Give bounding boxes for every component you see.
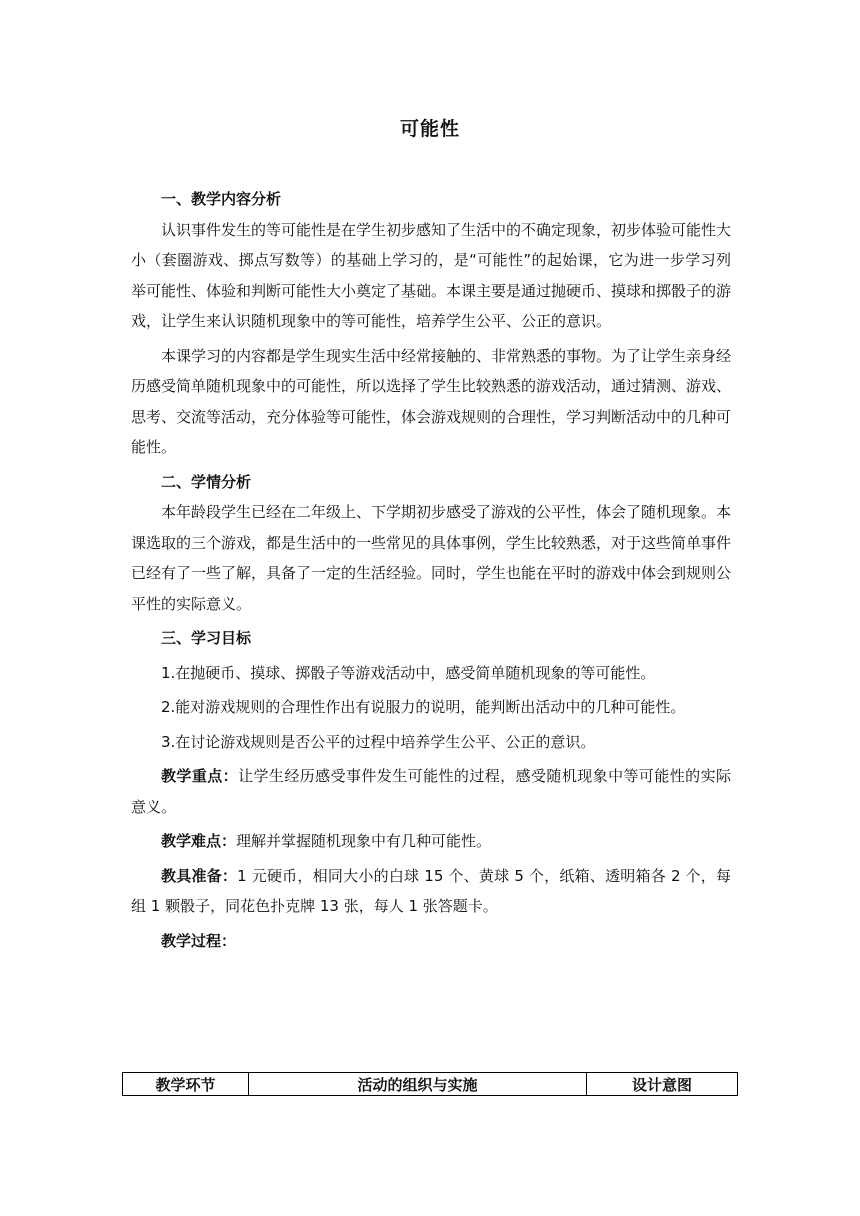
table-header-cell: 设计意图 — [587, 1073, 738, 1096]
learning-goal-item: 1.在抛硬币、摸球、掷骰子等游戏活动中，感受简单随机现象的等可能性。 — [161, 663, 656, 682]
section-heading-learning-goals: 三、学习目标 — [161, 629, 252, 647]
page-title: 可能性 — [399, 118, 460, 140]
paragraph: 本课学习的内容都是学生现实生活中经常接触的、非常熟悉的事物。为了让学生亲身经历感受简单随机现象中的可能性，所以选择了学生比较熟悉的游戏活动，通过猜测、游戏、思考、交流等活动，充分体验等可能性，体会游戏规则的合理性，学习判断活动中的几种可能性。 — [131, 346, 732, 456]
table-header-cell: 教学环节 — [123, 1073, 249, 1096]
materials-label: 教具准备： — [161, 866, 238, 885]
paragraph: 认识事件发生的等可能性是在学生初步感知了生活中的不确定现象，初步体验可能性大小（套圈游戏、掷点写数等）的基础上学习的，是“可能性”的起始课，它为进一步学习列举可能性、体验和判断可能性大小奠定了基础。本课主要是通过抛硬币、摸球和掷骰子的游戏，让学生来认识随机现象中的等可能性，培养学生公平、公正的意识。 — [131, 220, 732, 330]
table-header-row — [123, 1073, 738, 1096]
process-label: 教学过程： — [161, 931, 237, 950]
difficulty-text: 理解并掌握随机现象中有几种可能性。 — [236, 832, 492, 850]
key-point-label: 教学重点： — [161, 767, 239, 785]
difficulty-label: 教学难点： — [161, 832, 237, 850]
teaching-process-table — [122, 1072, 738, 1096]
materials-text: 1 元硬币，相同大小的白球 15 个、黄球 5 个，纸箱、透明箱各 2 个，每组 1 颗骰子，同花色扑克牌 13 张，每人 1 张答题卡。 — [131, 866, 731, 915]
learning-goal-item: 2.能对游戏规则的合理性作出有说服力的说明，能判断出活动中的几种可能性。 — [161, 698, 686, 716]
section-heading-student-analysis: 二、学情分析 — [161, 472, 252, 491]
paragraph: 本年龄段学生已经在二年级上、下学期初步感受了游戏的公平性，体会了随机现象。本课选取的三个游戏，都是生活中的一些常见的具体事例，学生比较熟悉，对于这些简单事件已经有了一些了解，具备了一定的生活经验。同时，学生也能在平时的游戏中体会到规则公平性的实际意义。 — [131, 503, 732, 613]
table-header-cell: 活动的组织与实施 — [249, 1073, 587, 1096]
key-point-text: 让学生经历感受事件发生可能性的过程，感受随机现象中等可能性的实际意义。 — [131, 767, 731, 816]
document-body — [131, 184, 731, 956]
teaching-key-point — [131, 761, 731, 822]
section-heading-content-analysis: 一、教学内容分析 — [161, 190, 282, 208]
teaching-materials — [131, 861, 731, 922]
learning-goal-item: 3.在讨论游戏规则是否公平的过程中培养学生公平、公正的意识。 — [161, 732, 596, 751]
teaching-process-heading — [131, 926, 731, 957]
teaching-difficulty — [131, 826, 731, 857]
